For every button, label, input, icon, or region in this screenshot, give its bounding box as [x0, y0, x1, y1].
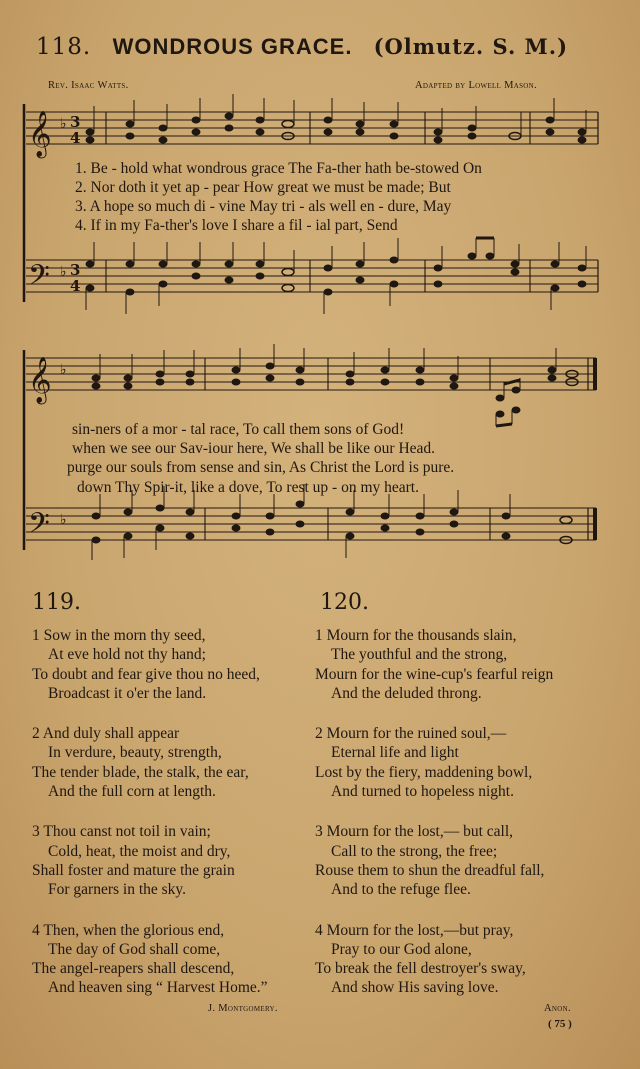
hymn-118-tune: (Olmutz. S. M.): [373, 34, 569, 59]
poem-line: The tender blade, the stalk, the ear,: [32, 763, 249, 781]
svg-text:𝄞: 𝄞: [28, 357, 52, 403]
hymn-118-arranger: Adapted by Lowell Mason.: [415, 80, 537, 91]
poem-line: 3 Mourn for the lost,— but call,: [315, 823, 514, 841]
hymn-119-stanza-1: [32, 626, 268, 703]
svg-text:4: 4: [70, 129, 81, 147]
poem-line: Rouse them to shun the dreadful fall,: [315, 861, 545, 879]
verse-line-2-2: when we see our Sav-iour here, We shall be like our Head.: [72, 440, 436, 457]
hymn-120-stanza-3: [315, 822, 553, 899]
verse-line-1-1: 1. Be - hold what wondrous grace The Fa-ther hath be-stowed On: [75, 160, 482, 177]
hymn-title-line: [36, 34, 568, 60]
svg-text:♭: ♭: [60, 512, 67, 528]
poem-line: To doubt and fear give thou no heed,: [32, 665, 260, 683]
poem-line: 1 Mourn for the thousands slain,: [315, 627, 517, 644]
poem-line: In verdure, beauty, strength,: [48, 744, 222, 762]
poem-line: And the deluded throng.: [331, 684, 482, 702]
svg-text:𝄞: 𝄞: [28, 111, 52, 157]
poem-line: And turned to hopeless night.: [331, 783, 514, 801]
hymn-118-title: WONDROUS GRACE.: [112, 34, 353, 59]
hymn-119-text: [32, 626, 268, 1019]
poem-line: The youthful and the strong,: [331, 646, 508, 664]
hymn-119-stanza-4: [32, 921, 268, 998]
hymn-118-author: Rev. Isaac Watts.: [48, 80, 129, 91]
poem-line: Lost by the fiery, maddening bowl,: [315, 763, 533, 781]
poem-line: And to the refuge flee.: [331, 881, 471, 899]
poem-line: At eve hold not thy hand;: [48, 646, 206, 664]
svg-text:♭: ♭: [60, 264, 67, 280]
hymn-118-number: 118.: [36, 34, 92, 60]
poem-line: 3 Thou canst not toil in vain;: [32, 823, 211, 841]
hymn-119-number: 119.: [32, 590, 81, 615]
hymn-119-stanza-2: [32, 724, 268, 801]
poem-line: 4 Mourn for the lost,—but pray,: [315, 921, 514, 939]
hymn-120-text: [315, 626, 553, 1019]
poem-line: Call to the strong, the free;: [331, 842, 498, 860]
svg-text:4: 4: [70, 277, 81, 295]
poem-line: And the full corn at length.: [48, 783, 216, 801]
svg-text:𝄢: 𝄢: [28, 507, 50, 547]
svg-text:♭: ♭: [60, 362, 67, 378]
poem-line: Cold, heat, the moist and dry,: [48, 842, 231, 860]
hymn-120-number: 120.: [320, 590, 369, 615]
poem-line: 4 Then, when the glorious end,: [32, 921, 225, 939]
hymn-120-stanza-4: [315, 921, 553, 998]
poem-line: Pray to our God alone,: [331, 940, 472, 958]
poem-line: Shall foster and mature the grain: [32, 861, 235, 879]
poem-line: Mourn for the wine-cup's fearful reign: [315, 665, 554, 683]
poem-line: And heaven sing “ Harvest Home.”: [48, 979, 268, 997]
poem-line: To break the fell destroyer's sway,: [315, 960, 526, 978]
svg-text:3: 3: [70, 113, 81, 131]
poem-line: 1 Sow in the morn thy seed,: [32, 627, 206, 644]
svg-text:3: 3: [70, 261, 81, 279]
hymn-120-stanza-1: [315, 626, 553, 703]
verse-line-2-4: down Thy Spir-it, like a dove, To rest up - on my heart.: [77, 479, 419, 496]
verse-line-1-4: 4. If in my Fa-ther's love I share a fil - ial part, Send: [75, 217, 398, 234]
poem-line: 2 Mourn for the ruined soul,—: [315, 725, 507, 743]
poem-line: The day of God shall come,: [48, 940, 221, 958]
verse-line-1-3: 3. A hope so much di - vine May tri - als well en - dure, May: [75, 198, 452, 215]
verse-line-2-1: sin-ners of a mor - tal race, To call them sons of God!: [72, 421, 405, 438]
page-number: ( 75 ): [548, 1018, 572, 1030]
hymn-120-author: Anon.: [544, 1003, 571, 1014]
verse-line-1-2: 2. Nor doth it yet ap - pear How great we must be made; But: [75, 179, 451, 196]
verse-line-2-3: purge our souls from sense and sin, As Christ the Lord is pure.: [67, 459, 455, 476]
poem-line: The angel-reapers shall descend,: [32, 960, 235, 978]
hymn-119-stanza-3: [32, 822, 268, 899]
hymn-120-stanza-2: [315, 724, 553, 801]
poem-line: Eternal life and light: [331, 744, 459, 762]
poem-line: And show His saving love.: [331, 979, 499, 997]
hymn-119-author: J. Montgomery.: [208, 1003, 278, 1014]
poem-line: Broadcast it o'er the land.: [48, 684, 207, 702]
poem-line: 2 And duly shall appear: [32, 725, 180, 743]
poem-line: For garners in the sky.: [48, 881, 187, 899]
svg-text:𝄢: 𝄢: [28, 259, 50, 299]
svg-text:♭: ♭: [60, 116, 67, 132]
